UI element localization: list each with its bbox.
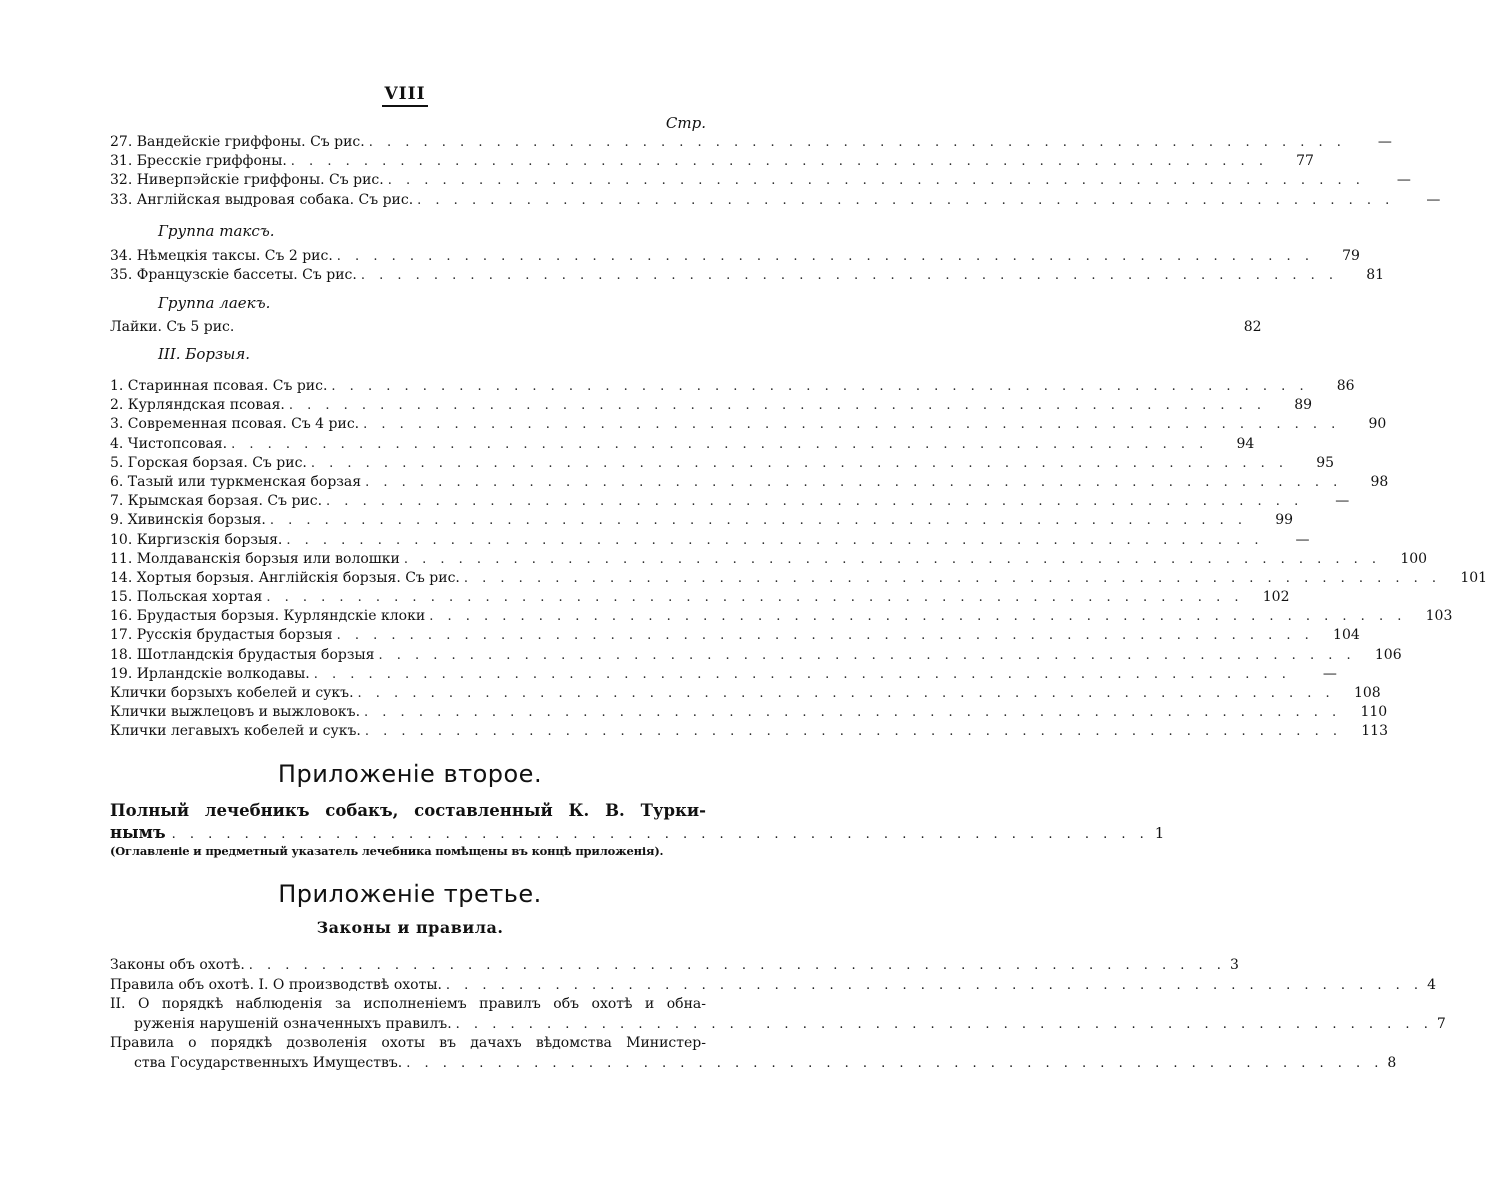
toc-row: 35. Французскіе бассеты. Съ рис. . . . . . . . . . . . . . . . . . . . . . . . . . . . . . . . . . . . . . . . . . . . . . . . . . . . . . . 81	[110, 267, 1385, 284]
toc-block-part-two	[110, 133, 1441, 210]
toc-row: 31. Бресскіе гриффоны. . . . . . . . . . . . . . . . . . . . . . . . . . . . . . . . . . . . . . . . . . . . . . . . . . . . . . . 77	[110, 153, 1314, 170]
toc-row: 33. Англійская выдровая собака. Съ рис. . . . . . . . . . . . . . . . . . . . . . . . . . . . . . . . . . . . . . . . . . . . . . . . . . . . . . . —	[110, 191, 1441, 208]
toc-row-multiline-line1: Правила о порядкѣ дозволенія охоты въ дачахъ вѣдомства Министер-	[110, 1035, 706, 1051]
toc-row: Лайки. Съ 5 рис. 82	[110, 319, 1262, 335]
toc-row: 17. Русскія брудастыя борзыя . . . . . . . . . . . . . . . . . . . . . . . . . . . . . . . . . . . . . . . . . . . . . . . . . . . . . . 104	[110, 627, 1360, 644]
toc-row: 5. Горская борзая. Съ рис. . . . . . . . . . . . . . . . . . . . . . . . . . . . . . . . . . . . . . . . . . . . . . . . . . . . . . . 95	[110, 454, 1335, 471]
toc-row: 3. Современная псовая. Съ 4 рис. . . . . . . . . . . . . . . . . . . . . . . . . . . . . . . . . . . . . . . . . . . . . . . . . . . . . . . 90	[110, 416, 1387, 433]
toc-row: 4. Чистопсовая. . . . . . . . . . . . . . . . . . . . . . . . . . . . . . . . . . . . . . . . . . . . . . . . . . . . . . . 94	[110, 435, 1255, 452]
group-title-taksy: Группа таксъ.	[158, 222, 275, 240]
toc-row: 27. Вандейскіе гриффоны. Съ рис. . . . . . . . . . . . . . . . . . . . . . . . . . . . . . . . . . . . . . . . . . . . . . . . . . . . . . . —	[110, 134, 1392, 150]
page-column-label: Стр.	[665, 114, 706, 132]
appendix-two-note: (Оглавленіе и предметный указатель лечебника помѣщены въ концѣ приложенія).	[110, 844, 664, 858]
toc-row: 14. Хортыя борзыя. Англійскія борзыя. Съ рис. . . . . . . . . . . . . . . . . . . . . . . . . . . . . . . . . . . . . . . . . . . . . . . . . . . . . . . 101	[110, 569, 1487, 586]
toc-row: Клички легавыхъ кобелей и сукъ. . . . . . . . . . . . . . . . . . . . . . . . . . . . . . . . . . . . . . . . . . . . . . . . . . . . . . . 113	[110, 723, 1388, 740]
toc-row: 11. Молдаванскія борзыя или волошки . . . . . . . . . . . . . . . . . . . . . . . . . . . . . . . . . . . . . . . . . . . . . . . . . . . . . . 100	[110, 550, 1428, 567]
toc-row: Клички борзыхъ кобелей и сукъ. . . . . . . . . . . . . . . . . . . . . . . . . . . . . . . . . . . . . . . . . . . . . . . . . . . . . . . 108	[110, 685, 1381, 701]
toc-row: 18. Шотландскія брудастыя борзыя . . . . . . . . . . . . . . . . . . . . . . . . . . . . . . . . . . . . . . . . . . . . . . . . . . . . . . 106	[110, 646, 1402, 663]
toc-block-taksy	[110, 247, 1385, 285]
toc-block-laiki	[110, 318, 1262, 337]
toc-row: 32. Ниверпэйскіе гриффоны. Съ рис. . . . . . . . . . . . . . . . . . . . . . . . . . . . . . . . . . . . . . . . . . . . . . . . . . . . . . . —	[110, 172, 1411, 189]
appendix-three-subtitle: Законы и правила.	[316, 918, 504, 937]
toc-row-multiline-line1: II. О порядкѣ наблюденія за исполненіемъ правилъ объ охотѣ и обна-	[110, 996, 706, 1012]
toc-row: 1. Старинная псовая. Съ рис. . . . . . . . . . . . . . . . . . . . . . . . . . . . . . . . . . . . . . . . . . . . . . . . . . . . . . . 86	[110, 378, 1355, 394]
group-title-laiki: Группа лаекъ.	[158, 294, 271, 312]
toc-row: руженія нарушеній означенныхъ правилъ. . . . . . . . . . . . . . . . . . . . . . . . . . . . . . . . . . . . . . . . . . . . . . . . . . . . . . . 7	[134, 1015, 1446, 1032]
toc-row: 6. Тазый или туркменская борзая . . . . . . . . . . . . . . . . . . . . . . . . . . . . . . . . . . . . . . . . . . . . . . . . . . . . . . 98	[110, 473, 1389, 490]
toc-row: Законы объ охотѣ. . . . . . . . . . . . . . . . . . . . . . . . . . . . . . . . . . . . . . . . . . . . . . . . . . . . . . . 3	[110, 957, 1239, 973]
page-number: VIII	[0, 84, 810, 104]
toc-row: Правила объ охотѣ. I. О производствѣ охоты. . . . . . . . . . . . . . . . . . . . . . . . . . . . . . . . . . . . . . . . . . . . . . . . . . . . . . . 4	[110, 976, 1436, 993]
laws-block	[110, 956, 1446, 1073]
toc-row: 19. Ирландскіе волкодавы. . . . . . . . . . . . . . . . . . . . . . . . . . . . . . . . . . . . . . . . . . . . . . . . . . . . . . . —	[110, 665, 1337, 682]
section-title-borzye: III. Борзыя.	[158, 345, 251, 363]
toc-row: 10. Киргизскія борзыя. . . . . . . . . . . . . . . . . . . . . . . . . . . . . . . . . . . . . . . . . . . . . . . . . . . . . . . —	[110, 531, 1310, 548]
appendix-three-title: Приложеніе третье.	[278, 880, 542, 908]
appendix-two-title: Приложеніе второе.	[277, 760, 543, 788]
toc-row: 2. Курляндская псовая. . . . . . . . . . . . . . . . . . . . . . . . . . . . . . . . . . . . . . . . . . . . . . . . . . . . . . . 89	[110, 397, 1313, 414]
toc-row: 16. Брудастыя борзыя. Курляндскіе клоки . . . . . . . . . . . . . . . . . . . . . . . . . . . . . . . . . . . . . . . . . . . . . . . . . . . . . . 103	[110, 608, 1453, 625]
toc-row: Клички выжлецовъ и выжловокъ. . . . . . . . . . . . . . . . . . . . . . . . . . . . . . . . . . . . . . . . . . . . . . . . . . . . . . . 110	[110, 704, 1388, 721]
toc-row: 15. Польская хортая . . . . . . . . . . . . . . . . . . . . . . . . . . . . . . . . . . . . . . . . . . . . . . . . . . . . . . 102	[110, 589, 1290, 606]
appendix-two-entry-line2: нымъ . . . . . . . . . . . . . . . . . . . . . . . . . . . . . . . . . . . . . . . . . . . . . . . . . . . . . . 1	[110, 823, 1165, 842]
toc-row: 9. Хивинскія борзыя. . . . . . . . . . . . . . . . . . . . . . . . . . . . . . . . . . . . . . . . . . . . . . . . . . . . . . . 99	[110, 512, 1294, 529]
appendix-two-entry	[110, 800, 1165, 846]
toc-row: ства Государственныхъ Имуществъ. . . . . . . . . . . . . . . . . . . . . . . . . . . . . . . . . . . . . . . . . . . . . . . . . . . . . . . 8	[134, 1054, 1397, 1071]
appendix-two-entry-line1: Полный лечебникъ собакъ, составленный К. В. Турки-	[110, 801, 706, 820]
toc-row: 34. Нѣмецкія таксы. Съ 2 рис. . . . . . . . . . . . . . . . . . . . . . . . . . . . . . . . . . . . . . . . . . . . . . . . . . . . . . . 79	[110, 248, 1360, 264]
toc-block-borzye	[110, 377, 1487, 742]
toc-row: 7. Крымская борзая. Съ рис. . . . . . . . . . . . . . . . . . . . . . . . . . . . . . . . . . . . . . . . . . . . . . . . . . . . . . . —	[110, 493, 1350, 510]
